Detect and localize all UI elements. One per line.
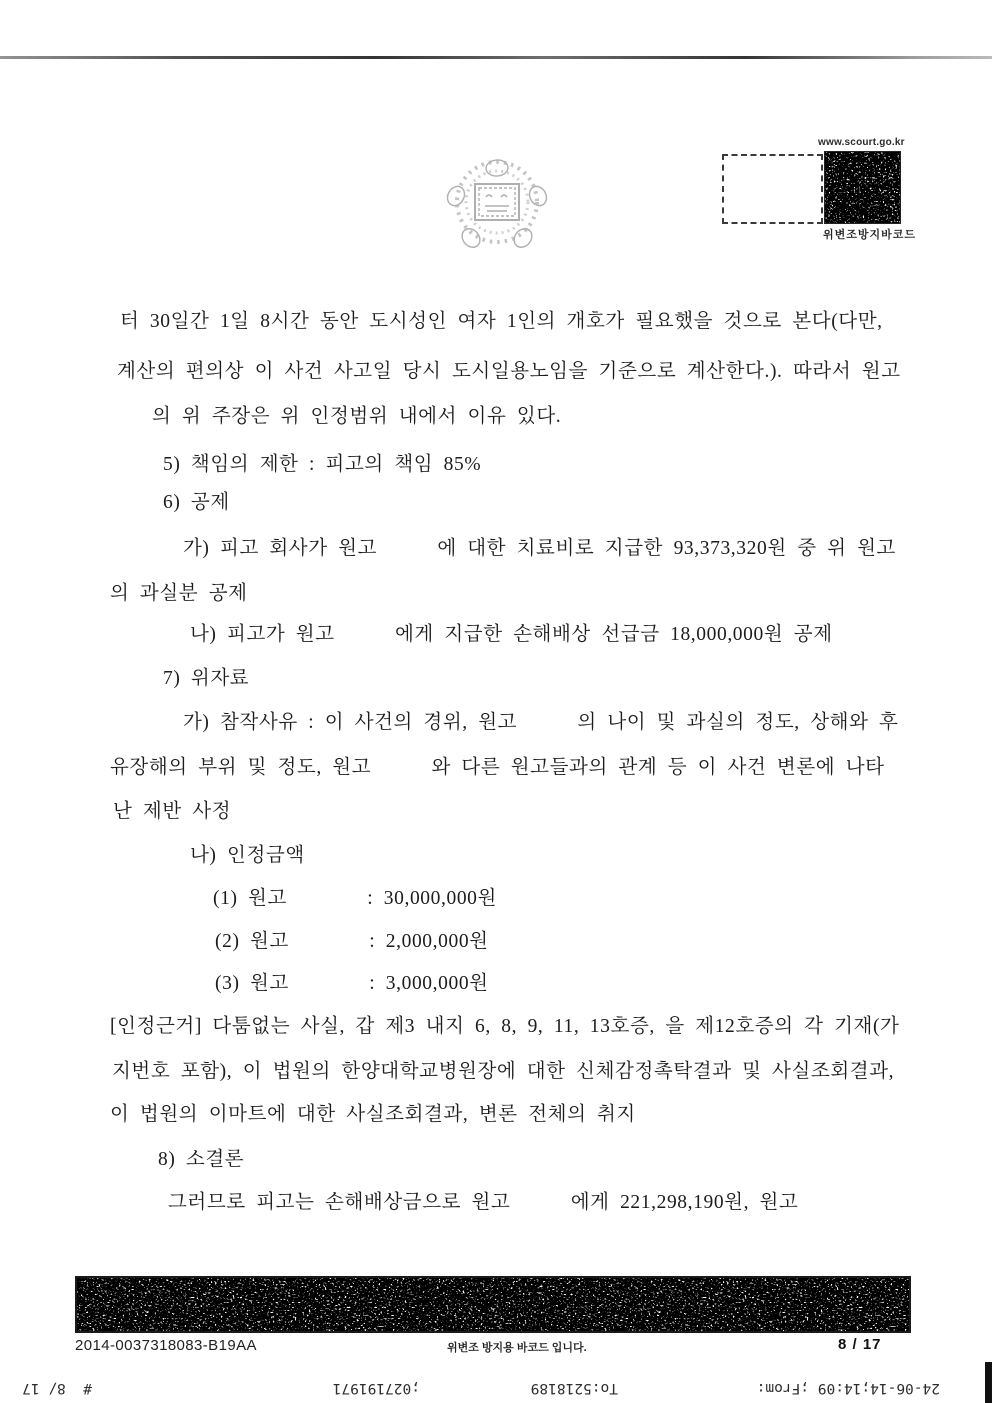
document-id: 2014-0037318083-B19AA (75, 1337, 257, 1354)
verification-url: www.scourt.go.kr (818, 137, 905, 148)
text-line: 지번호 포함), 이 법원의 한양대학교병원장에 대한 신체감정촉탁결과 및 사실조회결과, (112, 1061, 895, 1082)
text-line: 5) 책임의 제한 : 피고의 책임 85% (163, 454, 482, 475)
text-line: 가) 참작사유 : 이 사건의 경위, 원고 의 나이 및 과실의 정도, 상해와 후 (183, 712, 899, 733)
barcode-note: 위변조 방지용 바코드 입니다. (447, 1342, 587, 1354)
text-line: 나) 인정금액 (190, 845, 305, 866)
text-line: 그러므로 피고는 손해배상금으로 원고 에게 221,298,190원, 원고 (168, 1192, 799, 1213)
text-line: (2) 원고 : 2,000,000원 (215, 931, 489, 952)
text-line: 유장해의 부위 및 정도, 원고 와 다른 원고들과의 관계 등 이 사건 변론에 나타 (110, 757, 885, 778)
text-line: 7) 위자료 (163, 668, 250, 689)
text-line: 터 30일간 1일 8시간 동안 도시성인 여자 1인의 개호가 필요했을 것으로 본다(다만, (120, 311, 883, 332)
text-line: 6) 공제 (163, 492, 230, 513)
anti-forgery-barcode-strip (75, 1276, 911, 1333)
text-line: (1) 원고 : 30,000,000원 (213, 888, 497, 909)
qr-noise-graphic (825, 152, 900, 223)
text-line: 이 법원의 이마트에 대한 사실조회결과, 변론 전체의 취지 (110, 1104, 636, 1125)
text-line: 계산의 편의상 이 사건 사고일 당시 도시일용노임을 기준으로 계산한다.). 따라서 원고 (117, 361, 901, 382)
qr-caption: 위변조방지바코드 (823, 229, 917, 241)
barcode-noise-graphic (77, 1278, 909, 1331)
court-seal-stamp (435, 150, 560, 255)
text-line: [인정근거] 다툼없는 사실, 갑 제3 내지 6, 8, 9, 11, 13호증, 을 제12호증의 각 기재(가 (110, 1016, 900, 1037)
fax-from-number: ;027191971 (332, 1380, 420, 1396)
scan-artifact-line (0, 56, 992, 59)
stamp-dashed-box (722, 154, 823, 224)
text-line: 의 과실분 공제 (110, 583, 248, 604)
scan-edge-artifact (985, 1362, 992, 1403)
fax-page-count: # 8/ 17 (22, 1380, 92, 1396)
fax-timestamp: 24-06-14;14:09 ;From: (756, 1380, 940, 1396)
fax-to-number: To:5218189 (530, 1380, 618, 1396)
text-line: 8) 소결론 (158, 1149, 245, 1170)
fax-header-line (20, 1372, 970, 1396)
text-line: 의 위 주장은 위 인정범위 내에서 이유 있다. (152, 406, 562, 427)
anti-forgery-qr-code (824, 151, 901, 224)
text-line: 가) 피고 회사가 원고 에 대한 치료비로 지급한 93,373,320원 중 위 원고 (183, 538, 896, 559)
text-line: (3) 원고 : 3,000,000원 (215, 973, 489, 994)
text-line: 나) 피고가 원고 에게 지급한 손해배상 선급금 18,000,000원 공제 (190, 624, 833, 645)
page-indicator: 8 / 17 (838, 1336, 882, 1353)
court-seal-graphic (435, 150, 560, 255)
text-line: 난 제반 사정 (113, 801, 232, 822)
